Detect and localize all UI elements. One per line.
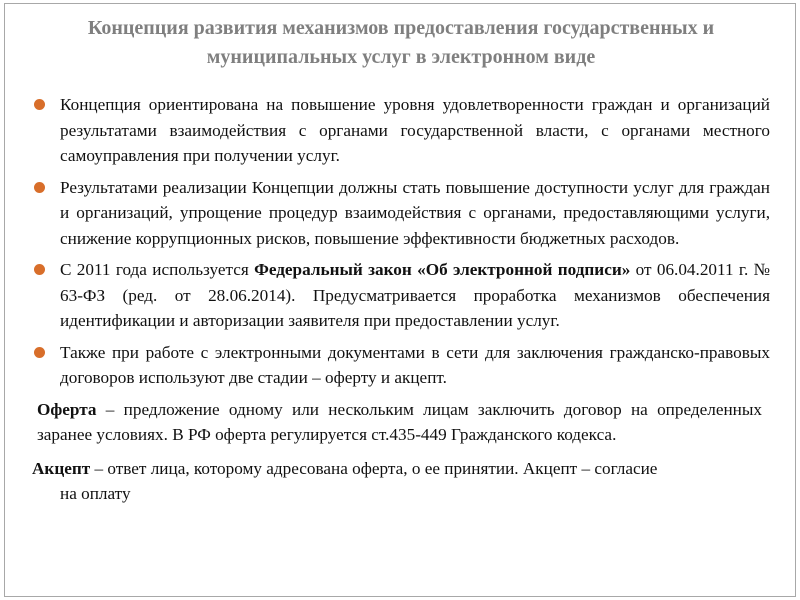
bullet-item-e-signature-law bbox=[32, 257, 770, 334]
bullet-item-concept-goal bbox=[32, 92, 770, 169]
law-name: Федеральный закон «Об электронной подписи» bbox=[254, 260, 631, 279]
bullet-item-offer-acceptance bbox=[32, 340, 770, 391]
definition-term: Оферта bbox=[37, 399, 97, 419]
bullet-text: Результатами реализации Концепции должны стать повышение доступности услуг для граждан и организаций, упрощение процедур взаимодействия с органами, предоставляющими услуги, снижение коррупционных рисков, повышение эффективности бюджетных расходов. bbox=[60, 177, 770, 248]
definition-text: – ответ лица, которому адресована оферта, о ее принятии. Акцепт – согласие bbox=[90, 458, 658, 478]
definition-acceptance bbox=[32, 456, 770, 507]
slide-body bbox=[32, 92, 770, 515]
definition-term: Акцепт bbox=[32, 458, 91, 478]
bullet-icon bbox=[34, 264, 45, 275]
bullet-icon bbox=[34, 99, 45, 110]
bullet-text-suffix: от 06.04.2011 г. № 63-ФЗ (ред. от 28.06.2014). Предусматривается проработка механизмов обеспечения идентификации и авторизации заявителя при предоставлении услуг. bbox=[60, 260, 771, 330]
slide bbox=[4, 3, 796, 597]
bullet-text: Концепция ориентирована на повышение уровня удовлетворенности граждан и организаций результатами взаимодействия с органами государственной власти, с органами местного самоуправления при получении услуг. bbox=[60, 95, 770, 165]
bullet-icon bbox=[34, 182, 45, 193]
definition-text: – предложение одному или нескольким лицам заключить договор на определенных заранее условиях. В РФ оферта регулируется ст.435-449 Гражданского кодекса. bbox=[37, 399, 762, 444]
title-line-2: муниципальных услуг в электронном виде bbox=[206, 46, 596, 68]
title-line-1: Концепция развития механизмов предоставления государственных и bbox=[87, 17, 715, 39]
bullet-item-concept-results bbox=[32, 175, 770, 252]
bullet-icon bbox=[34, 347, 45, 358]
bullet-text-prefix: С 2011 года используется bbox=[60, 260, 255, 279]
slide-title bbox=[25, 14, 777, 72]
definition-offer bbox=[32, 397, 770, 448]
definition-continuation: на оплату bbox=[60, 484, 131, 503]
bullet-text: Также при работе с электронными документами в сети для заключения гражданско-правовых договоров используют две стадии – оферту и акцепт. bbox=[60, 342, 770, 387]
